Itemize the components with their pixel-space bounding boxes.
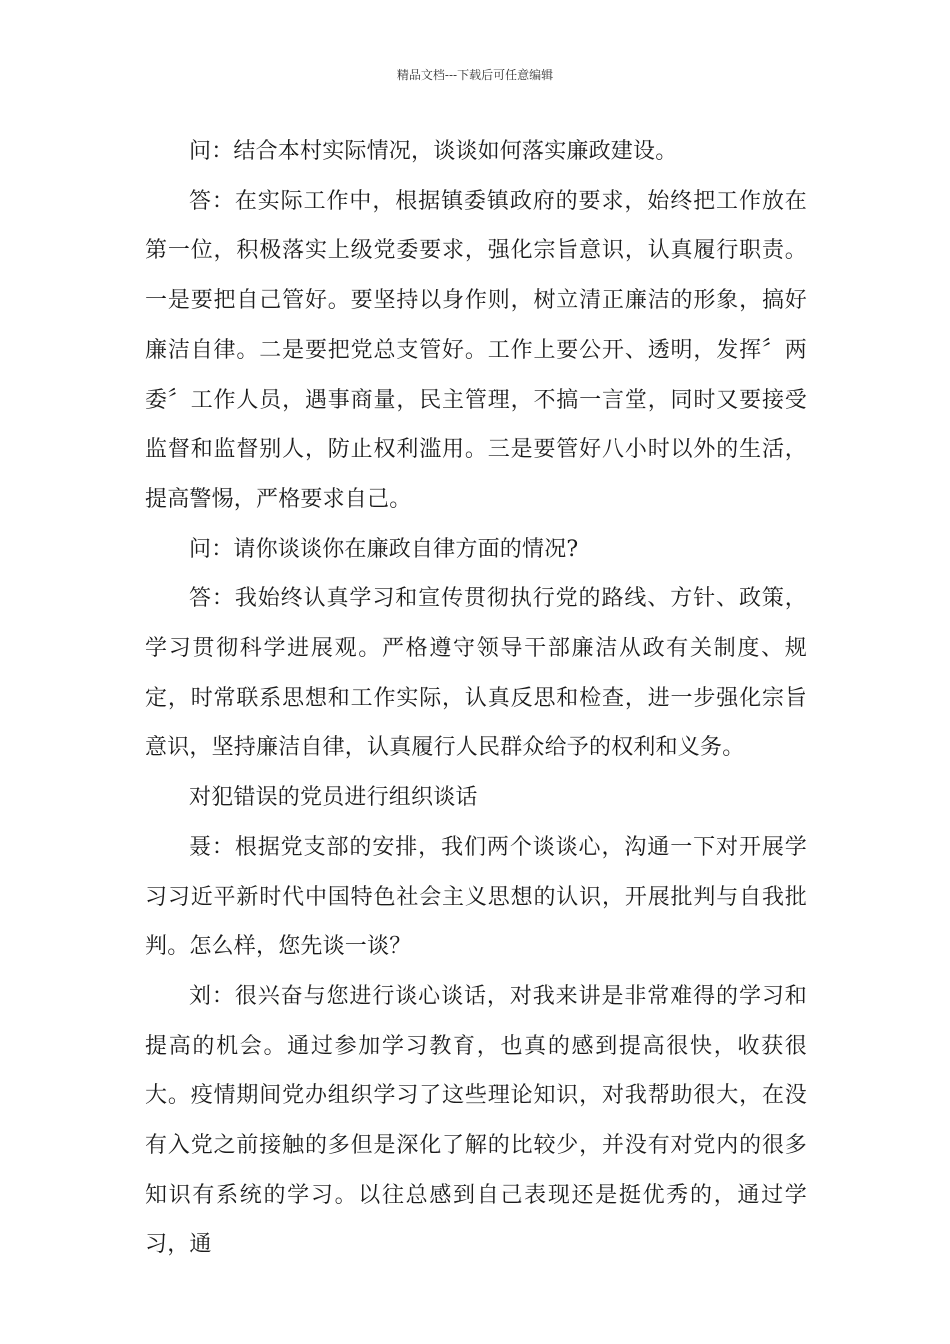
section-heading: 对犯错误的党员进行组织谈话 bbox=[189, 785, 478, 811]
page-header: 精品文档---下载后可任意编辑 bbox=[396, 68, 554, 82]
paragraph-answer-1: 答：在实际工作中，根据镇委镇政府的要求，始终把工作放在第一位，积极落实上级党委要求，强化宗旨意识，认真履行职责。一是要把自己管好。要坚持以身作则，树立清正廉洁的形象，搞好廉洁自律。二是要把党总支管好。工作上要公开、透明，发挥〞两委〞工作人员，遇事商量，民主管理，不搞一言堂，同时又要接受监督和监督别人，防止权利滥用。三是要管好八小时以外的生活，提高警惕，严格要求自己。 bbox=[145, 188, 807, 512]
paragraph-question-2: 问：请你谈谈你在廉政自律方面的情况? bbox=[189, 536, 579, 562]
paragraph-question-1: 问：结合本村实际情况，谈谈如何落实廉政建设。 bbox=[189, 139, 678, 164]
paragraph-liu: 刘：很兴奋与您进行谈心谈话，对我来讲是非常难得的学习和提高的机会。通过参加学习教育，也真的感到提高很快，收获很大。疫情期间党办组织学习了这些理论知识，对我帮助很大，在没有入党之前接触的多但是深化了解的比较少，并没有对党内的很多知识有系统的学习。以往总感到自己表现还是挺优秀的，通过学习，通 bbox=[145, 983, 807, 1258]
paragraph-nie: 聂：根据党支部的安排，我们两个谈谈心，沟通一下对开展学习习近平新时代中国特色社会主义思想的认识，开展批判与自我批判。怎么样，您先谈一谈？ bbox=[145, 834, 807, 960]
paragraph-answer-2: 答：我始终认真学习和宣传贯彻执行党的路线、方针、政策，学习贯彻科学进展观。严格遵守领导干部廉洁从政有关制度、规定，时常联系思想和工作实际，认真反思和检查，进一步强化宗旨意识，坚持廉洁自律，认真履行人民群众给予的权利和义务。 bbox=[145, 586, 807, 761]
document-body bbox=[145, 127, 807, 1270]
